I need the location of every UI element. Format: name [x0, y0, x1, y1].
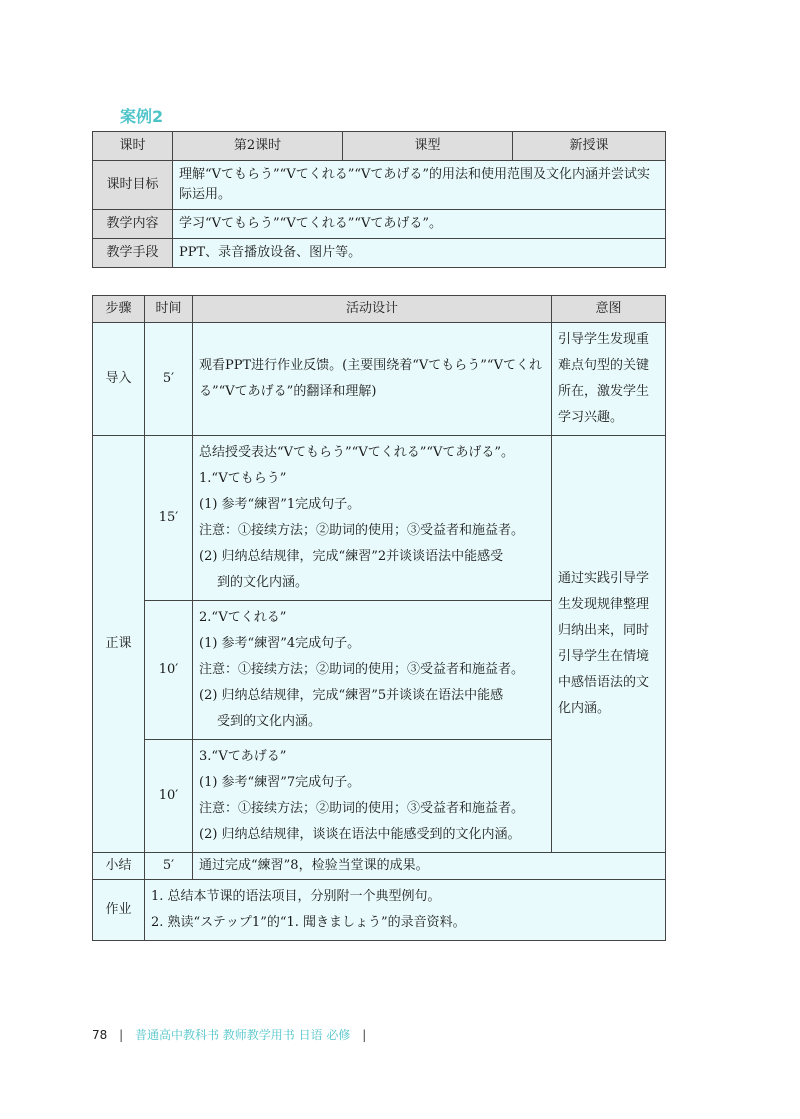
type-label: 课型	[343, 132, 513, 161]
lesson-info-table	[92, 131, 666, 268]
means-text: PPT、录音播放设备、图片等。	[173, 239, 666, 268]
activity-table	[92, 295, 666, 941]
intro-row	[93, 323, 666, 436]
goal-text: 理解“Vてもらう”“Vてくれる”“Vてあげる”的用法和使用范围及文化内涵并尝试实际运用。	[173, 161, 666, 210]
core-1-line-6: 到的文化内涵。	[217, 575, 309, 590]
homework-line-1: 1. 总结本节课的语法项目，分别附一个典型例句。	[151, 889, 441, 904]
book-title: 普通高中教科书 教师教学用书 日语 必修	[134, 1028, 351, 1042]
core-2-line-5: 受到的文化内涵。	[217, 714, 322, 729]
type-value: 新授课	[513, 132, 666, 161]
core-2-line-2: (1) 参考“練習”4完成句子。	[199, 636, 361, 651]
core-activity-2	[193, 601, 552, 740]
info-row-content	[93, 210, 666, 239]
header-activity: 活动设计	[193, 296, 552, 323]
info-row-period	[93, 132, 666, 161]
core-3-line-1: 3.“Vてあげる”	[199, 749, 287, 764]
core-2-line-4: (2) 归纳总结规律，完成“練習”5并谈谈在语法中能感	[199, 688, 504, 703]
content-label: 教学内容	[93, 210, 173, 239]
intro-step: 导入	[93, 323, 145, 436]
info-row-means	[93, 239, 666, 268]
means-label: 教学手段	[93, 239, 173, 268]
page-number: 78	[92, 1028, 108, 1042]
summary-row	[93, 853, 666, 880]
intro-time: 5′	[145, 323, 193, 436]
content-text: 学习“Vてもらう”“Vてくれる”“Vてあげる”。	[173, 210, 666, 239]
period-value: 第2课时	[173, 132, 343, 161]
core-2-line-1: 2.“Vてくれる”	[199, 610, 287, 625]
core-3-line-4: (2) 归纳总结规律，谈谈在语法中能感受到的文化内涵。	[199, 827, 521, 842]
info-row-goal	[93, 161, 666, 210]
summary-step: 小结	[93, 853, 145, 880]
summary-activity: 通过完成“練習”8，检验当堂课的成果。	[193, 853, 666, 880]
homework-line-2: 2. 熟读“ステップ1”的“1. 聞きましょう”的录音资料。	[151, 915, 466, 930]
core-intent: 通过实践引导学生发现规律整理归纳出来，同时引导学生在情境中感悟语法的文化内涵。	[552, 436, 666, 853]
core-row-1	[93, 436, 666, 601]
core-1-line-5: (2) 归纳总结规律，完成“練習”2并谈谈语法中能感受	[199, 549, 504, 564]
header-time: 时间	[145, 296, 193, 323]
intro-activity: 观看PPT进行作业反馈。(主要围绕着“Vてもらう”“Vてくれる”“Vてあげる”的翻译和理解)	[193, 323, 552, 436]
homework-step: 作业	[93, 880, 145, 941]
core-3-line-2: (1) 参考“練習”7完成句子。	[199, 775, 361, 790]
header-step: 步骤	[93, 296, 145, 323]
summary-time: 5′	[145, 853, 193, 880]
core-time-3: 10′	[145, 740, 193, 853]
footer-separator-left: |	[119, 1028, 124, 1042]
period-label: 课时	[93, 132, 173, 161]
homework-row	[93, 880, 666, 941]
footer-separator-right: |	[362, 1028, 367, 1042]
core-step: 正课	[93, 436, 145, 853]
goal-label: 课时目标	[93, 161, 173, 210]
core-time-2: 10′	[145, 601, 193, 740]
homework-activity	[145, 880, 666, 941]
core-activity-3	[193, 740, 552, 853]
core-1-line-2: 1.“Vてもらう”	[199, 471, 287, 486]
core-activity-1	[193, 436, 552, 601]
core-2-line-3: 注意：①接续方法；②助词的使用；③受益者和施益者。	[199, 662, 525, 677]
core-1-line-3: (1) 参考“練習”1完成句子。	[199, 497, 361, 512]
activity-header-row	[93, 296, 666, 323]
core-3-line-3: 注意：①接续方法；②助词的使用；③受益者和施益者。	[199, 801, 525, 816]
core-1-line-4: 注意：①接续方法；②助词的使用；③受益者和施益者。	[199, 523, 525, 538]
page-footer	[92, 1026, 374, 1043]
intro-intent: 引导学生发现重难点句型的关键所在，激发学生学习兴趣。	[552, 323, 666, 436]
case-title: 案例2	[120, 107, 164, 126]
core-time-1: 15′	[145, 436, 193, 601]
header-intent: 意图	[552, 296, 666, 323]
core-1-line-1: 总结授受表达“Vてもらう”“Vてくれる”“Vてあげる”。	[199, 445, 515, 460]
